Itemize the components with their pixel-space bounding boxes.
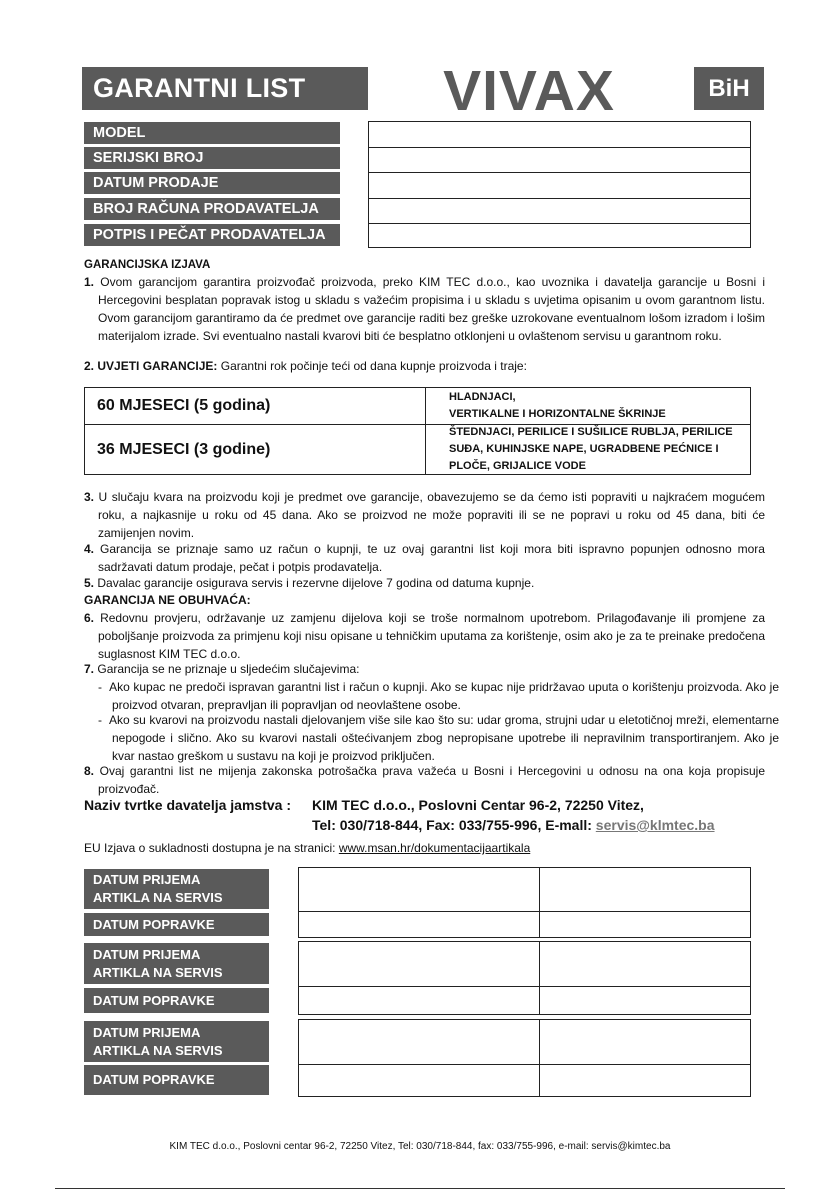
box-divider [539, 942, 540, 1014]
box-divider [299, 911, 750, 912]
clause-text: Ovaj garantni list ne mijenja zakonska potrošačka prava važeća u Bosni i Hercegovini u odnosu na ona koja propisuje proizvođač. [98, 764, 766, 796]
exclusions-heading: GARANCIJA NE OBUHVAĆA: [84, 593, 251, 607]
field-divider [369, 223, 750, 224]
box-divider [299, 986, 750, 987]
service-entry-box-3 [298, 1019, 751, 1097]
form-field-boxes [368, 121, 751, 248]
field-divider [369, 147, 750, 148]
clause-2 [84, 357, 765, 375]
guarantor-email-link[interactable]: servis@klmtec.ba [595, 817, 715, 833]
bullet-dash: - [98, 680, 102, 694]
warranty-period: 60 MJESECI (5 godina) [85, 388, 426, 424]
clause-3 [84, 488, 765, 542]
country-badge: BiH [694, 67, 764, 110]
warranty-period: 36 MJESECI (3 godine) [85, 425, 426, 474]
service-receipt-label: DATUM PRIJEMA ARTIKLA NA SERVIS [84, 1021, 269, 1062]
logo-text: VIVAX [443, 62, 615, 118]
box-divider [299, 1064, 750, 1065]
warranty-products: ŠTEDNJACI, PERILICE I SUŠILICE RUBLJA, PERILICE SUĐA, KUHINJSKE NAPE, UGRADBENE PEĆNICE I PLOČE, GRIJALICE VODE [449, 426, 733, 472]
clause-number: 4. [84, 542, 95, 556]
clause-7 [84, 660, 765, 678]
box-divider [539, 868, 540, 937]
clause-text: Ako su kvarovi na proizvodu nastali djelovanjem više sile kao što su: udar groma, strujni udar u eletotičnoj mreži, elementarne nepogode i slično. Ako su kvarovi nastali oštećivanjem zbog nepropisane upotrebe ili nepravilnim transportiranjem. Ako je kvar nastao greškom u sustavu na koji je proizvod priključen. [109, 713, 780, 763]
clause-text: Ovom garancijom garantira proizvođač proizvoda, preko KIM TEC d.o.o., kao uvoznika i davatelja garancije u Bosni i Hercegovini besplatan popravak istog u skladu s važećim propisima i u skladu s uvjetima opisanim u ovom garantnom listu. Ovom garancijom garantiramo da će predmet ove garancije raditi bez greške uzrokovane eventualnom lošom izradom i lošim materijalom izrade. Svi eventualno nastali kvarovi biti će besplatno otklonjeni u ovlaštenom servisu u garantnom roku. [98, 275, 765, 343]
clause-1 [84, 273, 765, 345]
service-entry-box-2 [298, 941, 751, 1015]
clause-number: 6. [84, 611, 95, 625]
clause-6 [84, 609, 765, 663]
clause-8 [84, 762, 765, 798]
service-entry-box-1 [298, 867, 751, 938]
clause-4 [84, 540, 765, 576]
clause-text: Garancija se ne priznaje u sljedećim slučajevima: [97, 662, 360, 676]
documentation-link[interactable]: www.msan.hr/dokumentacijaartikala [338, 841, 531, 855]
warranty-products: HLADNJACI, VERTIKALNE I HORIZONTALNE ŠKRINJE [449, 391, 666, 420]
clause-text: Davalac garancije osigurava servis i rezervne dijelove 7 godina od datuma kupnje. [97, 576, 535, 590]
declaration-heading: GARANCIJSKA IZJAVA [84, 259, 211, 271]
clause-text: Garancija se priznaje samo uz račun o kupnji, te uz ovaj garantni list koji mora biti ispravno popunjen odnosno mora sadržavati datum prodaje, pečat i potpis prodavatelja. [98, 542, 765, 574]
clause-5 [84, 574, 765, 592]
eu-declaration-text: EU Izjava o sukladnosti dostupna je na stranici: [84, 841, 336, 855]
field-label-serial: SERIJSKI BROJ [84, 147, 340, 169]
clause-text: Redovnu provjeru, održavanje uz zamjenu dijelova koji se troše normalnom upotrebom. Prilagođavanje ili promjene za poboljšanje proizvoda za primjenu koji nisu opisane u tehničkim uputama za korištenje, osim ako je za te preinake predočena suglasnost KIM TEC d.o.o. [98, 611, 765, 661]
clause-text: Ako kupac ne predoči ispravan garantni list i račun o kupnji. Ako se kupac nije pridržavao uputa o korištenju proizvoda. Ako je proizvod otvaran, prepravljan ili popravljan od neovlaštene osobe. [109, 680, 779, 712]
box-divider [539, 1020, 540, 1096]
clause-7b [84, 711, 779, 765]
service-repair-label: DATUM POPRAVKE [84, 988, 269, 1013]
clause-bold: UVJETI GARANCIJE: [97, 359, 218, 373]
field-divider [369, 172, 750, 173]
service-receipt-label: DATUM PRIJEMA ARTIKLA NA SERVIS [84, 943, 269, 984]
guarantor-address: KIM TEC d.o.o., Poslovni Centar 96-2, 72250 Vitez, [312, 797, 644, 813]
clause-text: Garantni rok počinje teći od dana kupnje proizvoda i traje: [220, 359, 527, 373]
page-footer: KIM TEC d.o.o., Poslovni centar 96-2, 72250 Vitez, Tel: 030/718-844, fax: 033/755-996, e-mail: servis@kimtec.ba [169, 1141, 671, 1152]
clause-7a [84, 678, 779, 714]
vivax-logo [432, 62, 627, 118]
field-label-invoice: BROJ RAČUNA PRODAVATELJA [84, 198, 340, 220]
guarantor-contact [312, 817, 715, 833]
field-divider [369, 198, 750, 199]
service-repair-label: DATUM POPRAVKE [84, 913, 269, 936]
warranty-row [85, 388, 750, 425]
eu-declaration [84, 839, 530, 857]
field-label-signature: POTPIS I PEČAT PRODAVATELJA [84, 224, 340, 246]
bullet-dash: - [98, 713, 102, 727]
service-repair-label: DATUM POPRAVKE [84, 1065, 269, 1095]
clause-number: 2. [84, 359, 95, 373]
field-label-model: MODEL [84, 122, 340, 144]
clause-number: 8. [84, 764, 95, 778]
field-label-sale-date: DATUM PRODAJE [84, 172, 340, 194]
guarantor-phone: Tel: 030/718-844, Fax: 033/755-996, E-mall: [312, 817, 592, 833]
document-title: GARANTNI LIST [82, 67, 368, 110]
clause-number: 7. [84, 662, 95, 676]
warranty-period-table [84, 387, 751, 475]
clause-number: 1. [84, 275, 95, 289]
clause-number: 3. [84, 490, 95, 504]
footer-divider [55, 1188, 785, 1189]
guarantor-label: Naziv tvrtke davatelja jamstva : [84, 797, 291, 813]
clause-number: 5. [84, 576, 95, 590]
service-receipt-label: DATUM PRIJEMA ARTIKLA NA SERVIS [84, 869, 269, 909]
clause-text: U slučaju kvara na proizvodu koji je predmet ove garancije, obavezujemo se da ćemo isti popraviti u najkraćem mogućem roku, a najkasnije u roku od 45 dana. Ako se proizvod ne može popraviti ili se ne popravi u roku od 45 dana, biti će zamijenjen novim. [98, 490, 765, 540]
